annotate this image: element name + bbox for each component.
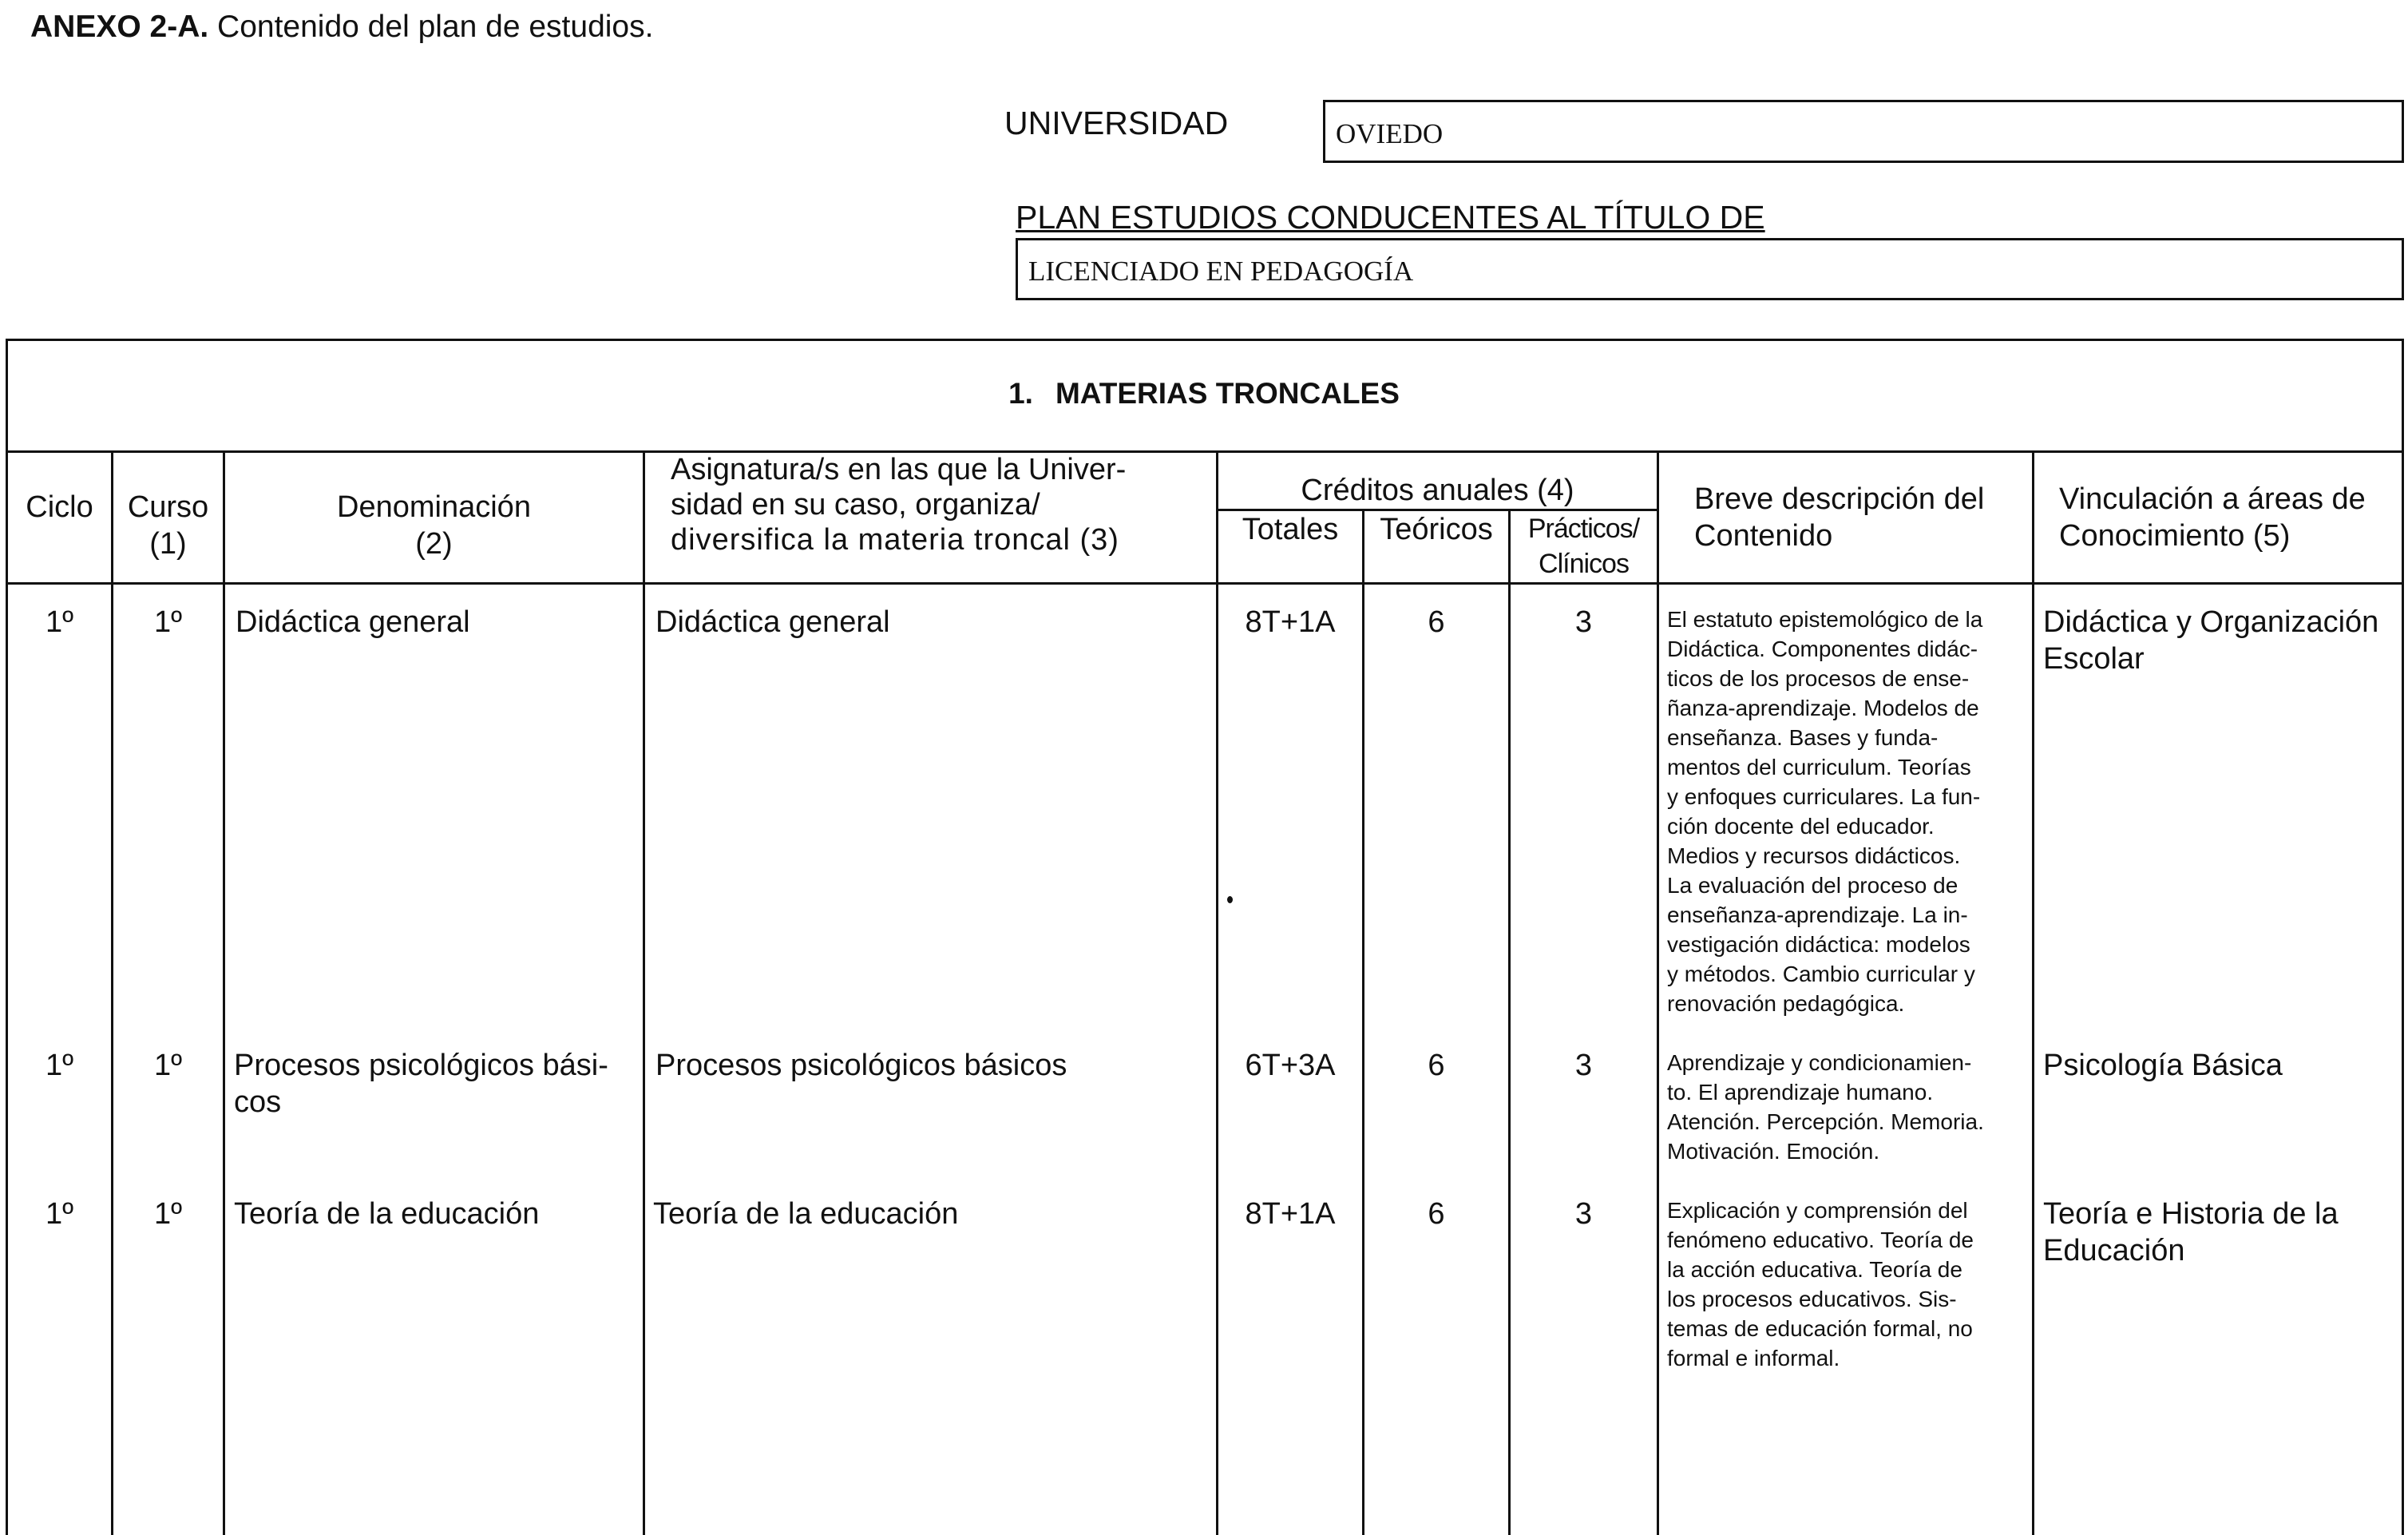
row2-descripcion: Aprendizaje y condicionamien- to. El aprendizaje humano. Atención. Percepción. Memoria. Motivación. Emoción.: [1667, 1050, 1984, 1164]
section-name: MATERIAS TRONCALES: [1055, 377, 1400, 410]
row1-teoricos: 6: [1428, 605, 1445, 639]
col-rule-2: [223, 450, 225, 1535]
universidad-field: OVIEDO: [1323, 100, 2404, 163]
row1-asignatura: Didáctica general: [655, 605, 890, 639]
col-header-creditos: Créditos anuales (4): [1301, 474, 1574, 507]
row3-totales: 8T+1A: [1245, 1197, 1336, 1231]
col-rule-8: [2032, 450, 2034, 1535]
col-header-curso: Curso (1): [127, 490, 209, 561]
row3-asignatura: Teoría de la educación: [653, 1197, 959, 1231]
col-header-teoricos: Teóricos: [1380, 513, 1493, 546]
row3-vinculacion: Teoría e Historia de la Educación: [2043, 1197, 2339, 1267]
section-number: 1.: [1008, 377, 1033, 410]
annex-label: ANEXO 2-A.: [30, 10, 209, 44]
col-rule-7: [1657, 450, 1659, 1535]
row2-asignatura: Procesos psicológicos básicos: [655, 1049, 1067, 1082]
row2-totales: 6T+3A: [1245, 1049, 1336, 1082]
col-header-totales: Totales: [1242, 513, 1339, 546]
row3-descripcion: Explicación y comprensión del fenómeno educativo. Teoría de la acción educativa. Teoría de los procesos educativos. Sis- temas de educación formal, no formal e informal.: [1667, 1198, 1974, 1370]
row3-practicos: 3: [1574, 1197, 1593, 1231]
row2-teoricos: 6: [1428, 1049, 1445, 1082]
col-header-ciclo: Ciclo: [26, 490, 93, 524]
row2-practicos: 3: [1574, 1049, 1593, 1082]
row2-vinculacion: Psicología Básica: [2043, 1049, 2283, 1082]
row1-ciclo: 1º: [45, 605, 73, 639]
section-title: [0, 375, 2408, 412]
row2-curso: 1º: [153, 1049, 182, 1082]
annex-heading: [30, 8, 653, 46]
col-rule-3: [643, 450, 645, 1535]
row3-ciclo: 1º: [45, 1197, 73, 1231]
scan-speck: [1227, 896, 1233, 903]
row2-denominacion: Procesos psicológicos bási- cos: [234, 1049, 608, 1119]
row1-totales: 8T+1A: [1245, 605, 1336, 639]
col-header-descripcion: Breve descripción del Contenido: [1694, 482, 1985, 553]
universidad-label: UNIVERSIDAD: [1004, 105, 1229, 141]
row1-practicos: 3: [1574, 605, 1593, 639]
row3-denominacion: Teoría de la educación: [234, 1197, 540, 1231]
col-rule-5: [1362, 509, 1364, 1535]
row1-descripcion: El estatuto epistemológico de la Didáctica. Componentes didác- ticos de los procesos de ense- ñanza-aprendizaje. Modelos de enseñanza. Bases y funda- mentos del curriculum. Teorías y enfoques curriculares. La fun- ción docente del educador. Medios y recursos didácticos. La evaluación del proceso de enseñanza-aprendizaje. La in- vestigación didáctica: modelos y métodos. Cambio curricular y renovación pedagógica.: [1667, 607, 1983, 1016]
header-bottom-rule: [6, 582, 2404, 585]
col-header-denominacion: Denominación (2): [337, 490, 531, 561]
row1-vinculacion: Didáctica y Organización Escolar: [2043, 605, 2379, 676]
row3-curso: 1º: [153, 1197, 182, 1231]
col-rule-6: [1508, 509, 1511, 1535]
col-header-asignatura: Asignatura/s en las que la Univer- sidad en su caso, organiza/ diversifica la materia troncal (3): [671, 453, 1127, 557]
plan-field: LICENCIADO EN PEDAGOGÍA: [1016, 238, 2404, 300]
annex-text: Contenido del plan de estudios.: [217, 10, 654, 44]
row1-curso: 1º: [153, 605, 182, 639]
row2-ciclo: 1º: [45, 1049, 73, 1082]
col-header-vinculacion: Vinculación a áreas de Conocimiento (5): [2059, 482, 2366, 553]
row1-denominacion: Didáctica general: [236, 605, 470, 639]
col-header-practicos: Prácticos/ Clínicos: [1527, 514, 1640, 579]
row3-teoricos: 6: [1428, 1197, 1445, 1231]
plan-label: PLAN ESTUDIOS CONDUCENTES AL TÍTULO DE: [1016, 199, 1765, 236]
